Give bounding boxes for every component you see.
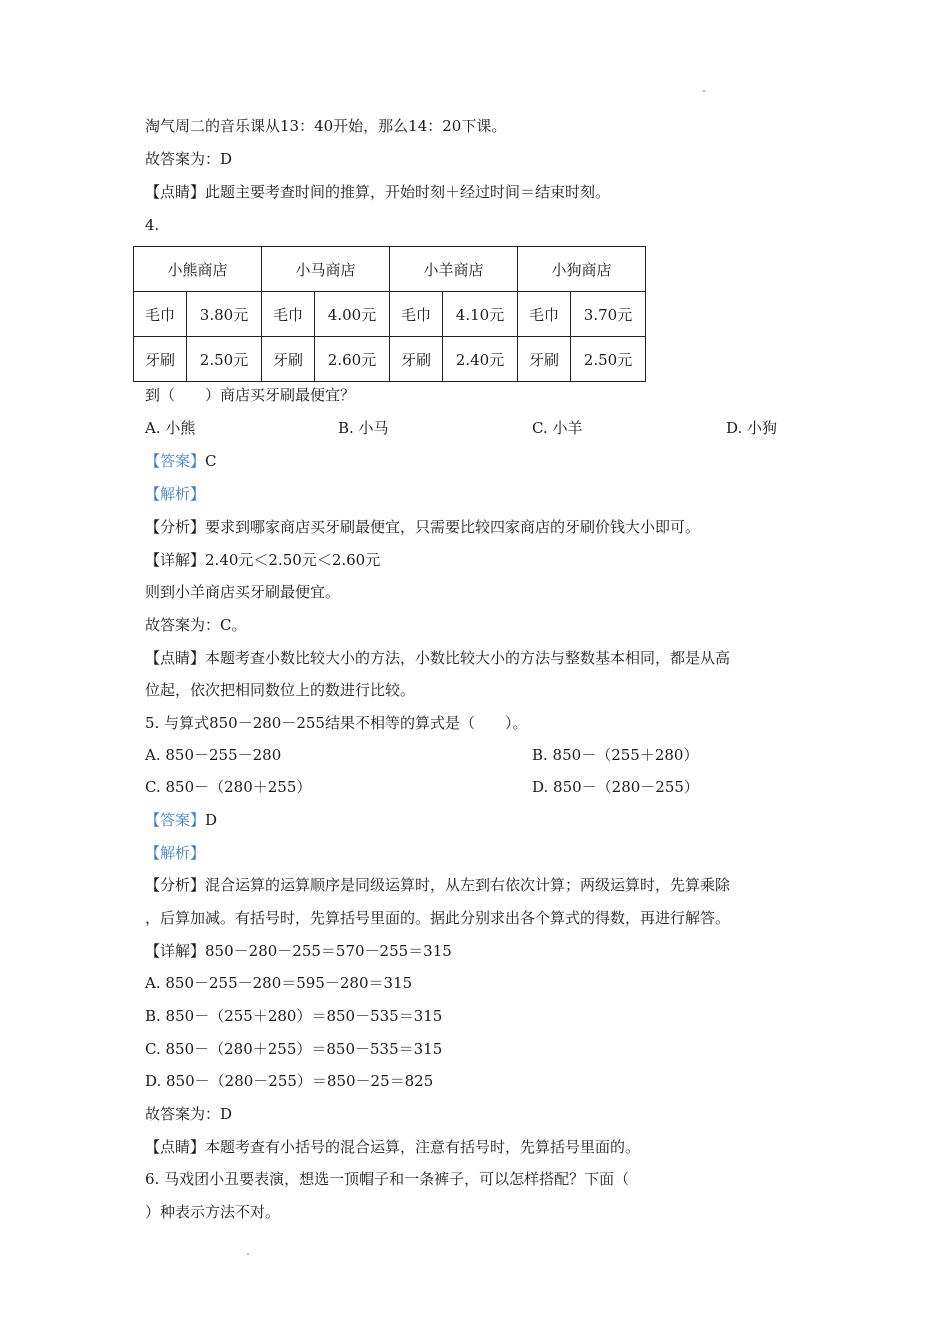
text-line: C. 850－（280＋255）＝850－535＝315 [145,1040,443,1058]
text-line: 故答案为：C。 [145,616,247,634]
text: 混合运算的运算顺序是同级运算时，从左到右依次计算；两级运算时，先算乘除 [205,876,731,894]
question-text: 到（ ）商店买牙刷最便宜？ [145,386,356,404]
table-header-row [134,247,646,292]
option-a: A. 小熊 [145,419,196,437]
analysis-label: 【解析】 [145,485,206,503]
text: 要求到哪家商店买牙刷最便宜，只需要比较四家商店的牙刷价钱大小即可。 [205,518,701,536]
table-cell: 2.60元 [315,337,390,382]
table-cell: 牙刷 [134,337,187,382]
option-b: B. 小马 [338,419,389,437]
label: 【详解】 [145,942,206,960]
table-row [134,292,646,337]
table-cell: 毛巾 [518,292,571,337]
option-d: D. 小狗 [726,419,778,437]
question-text: 6. 马戏团小丑要表演，想选一顶帽子和一条裤子，可以怎样搭配？下面（ [145,1170,630,1188]
option-c: C. 850－（280＋255） [145,778,312,796]
text-line: 则到小羊商店买牙刷最便宜。 [145,583,341,601]
option-b: B. 850－（255＋280） [532,746,699,764]
table-cell: 毛巾 [262,292,315,337]
table-cell: 2.50元 [571,337,646,382]
label: 【分析】 [145,518,206,536]
table-cell: 2.40元 [443,337,518,382]
table-cell: 3.80元 [187,292,262,337]
question-text: 5. 与算式850－280－255结果不相等的算式是（ ）。 [145,714,528,732]
answer-label: 【答案】 [145,811,206,829]
option-c: C. 小羊 [532,419,583,437]
question-number: 4. [145,216,160,234]
text-line: 淘气周二的音乐课从13：40开始，那么14：20下课。 [145,117,507,135]
answer-line [145,810,217,830]
label: 【点睛】 [145,1138,206,1156]
price-table [133,246,646,382]
label: 【详解】 [145,551,206,569]
text-line: ，后算加减。有括号时，先算括号里面的。据此分别求出各个算式的得数，再进行解答。 [145,909,731,927]
table-row [134,337,646,382]
text-line: 位起，依次把相同数位上的数进行比较。 [145,681,416,699]
table-cell: 4.10元 [443,292,518,337]
answer-value: D [205,811,218,829]
text: 本题考查有小括号的混合运算，注意有括号时，先算括号里面的。 [205,1138,641,1156]
table-cell: 牙刷 [518,337,571,382]
table-cell: 牙刷 [390,337,443,382]
table-cell: 毛巾 [134,292,187,337]
text: 2.40元＜2.50元＜2.60元 [205,551,381,569]
table-cell: 牙刷 [262,337,315,382]
label: 【分析】 [145,876,206,894]
text-line [145,182,610,202]
text-line: B. 850－（255＋280）＝850－535＝315 [145,1007,443,1025]
question-text: ）种表示方法不对。 [145,1203,281,1221]
text-line [145,550,380,570]
text-line [145,1137,640,1157]
text-line [145,941,452,961]
table-header-cell: 小马商店 [262,247,390,292]
label: 【点睛】 [145,649,206,667]
table-cell: 2.50元 [187,337,262,382]
text-line: 故答案为：D [145,1105,233,1123]
table-cell: 3.70元 [571,292,646,337]
analysis-label: 【解析】 [145,844,206,862]
text: 850－280－255＝570－255＝315 [205,942,452,960]
text: 此题主要考查时间的推算，开始时刻＋经过时间＝结束时刻。 [205,183,611,201]
table-header-cell: 小狗商店 [518,247,646,292]
answer-line [145,451,217,471]
text-line: A. 850－255－280＝595－280＝315 [145,974,413,992]
table-cell: 4.00元 [315,292,390,337]
text-line: D. 850－（280－255）＝850－25＝825 [145,1072,434,1090]
page-speck [247,1253,249,1255]
answer-value: C [205,452,217,470]
text-line [145,648,730,668]
option-d: D. 850－（280－255） [532,778,699,796]
label: 【点睛】 [145,183,206,201]
text-line [145,875,730,895]
option-a: A. 850－255－280 [145,746,282,764]
answer-label: 【答案】 [145,452,206,470]
text-line [145,517,700,537]
page-speck [703,90,705,92]
text: 本题考查小数比较大小的方法，小数比较大小的方法与整数基本相同，都是从高 [205,649,731,667]
table-header-cell: 小羊商店 [390,247,518,292]
text-line: 故答案为：D [145,150,233,168]
table-header-cell: 小熊商店 [134,247,262,292]
table-cell: 毛巾 [390,292,443,337]
